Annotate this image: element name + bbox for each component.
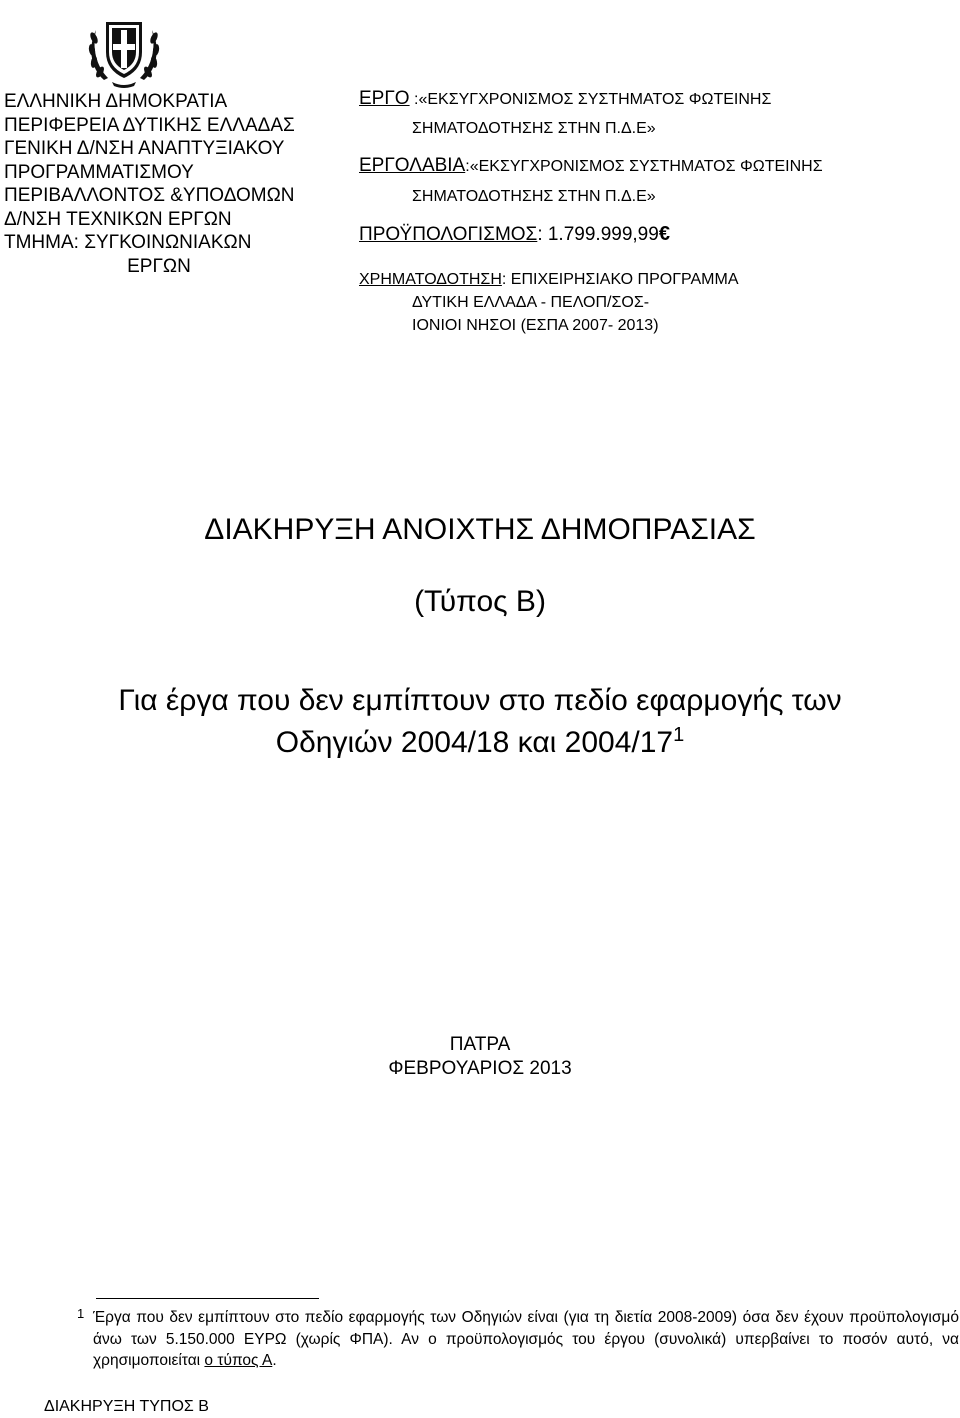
document-subtitle: Για έργα που δεν εμπίπτουν στο πεδίο εφαρμογής των xyxy=(118,684,842,717)
budget-label: ΠΡΟΫΠΟΛΟΓΙΣΜΟΣ xyxy=(359,224,538,245)
contract-line xyxy=(359,155,823,177)
work-label: ΕΡΓΟ xyxy=(359,88,410,109)
contract-value: :«ΕΚΣΥΓΧΡΟΝΙΣΜΟΣ ΣΥΣΤΗΜΑΤΟΣ ΦΩΤΕΙΝΗΣ xyxy=(465,158,823,175)
city: ΠΑΤΡΑ xyxy=(449,1034,511,1055)
document-type: (Τύπος Β) xyxy=(414,585,546,618)
footnote-text xyxy=(93,1307,959,1372)
authority-line: ΤΜΗΜΑ: ΣΥΓΚΟΙΝΩΝΙΑΚΩΝ xyxy=(4,232,252,253)
issuing-authority xyxy=(4,90,334,278)
authority-line: ΠΕΡΙΦΕΡΕΙΑ ΔΥΤΙΚΗΣ ΕΛΛΑΔΑΣ xyxy=(4,114,295,136)
budget-value: : 1.799.999,99 xyxy=(537,224,659,245)
document-title: ΔΙΑΚΗΡΥΞΗ ΑΝΟΙΧΤΗΣ ΔΗΜΟΠΡΑΣΙΑΣ xyxy=(204,513,756,546)
funding-value: : ΕΠΙΧΕΙΡΗΣΙΑΚΟ ΠΡΟΓΡΑΜΜΑ xyxy=(501,271,739,288)
authority-line: ΕΡΓΩΝ xyxy=(127,255,191,277)
issue-date: ΦΕΒΡΟΥΑΡΙΟΣ 2013 xyxy=(388,1058,572,1079)
budget-line xyxy=(359,223,670,246)
funding-line xyxy=(359,271,739,289)
footnote-reference: 1 xyxy=(673,724,685,746)
work-value-continued: ΣΗΜΑΤΟΔΟΤΗΣΗΣ ΣΤΗΝ Π.Δ.Ε» xyxy=(412,120,656,137)
work-value: :«ΕΚΣΥΓΧΡΟΝΙΣΜΟΣ ΣΥΣΤΗΜΑΤΟΣ ΦΩΤΕΙΝΗΣ xyxy=(409,91,772,108)
euro-sign: € xyxy=(658,223,670,245)
authority-line: ΓΕΝΙΚΗ Δ/ΝΣΗ ΑΝΑΠΤΥΞΙΑΚΟΥ xyxy=(4,138,285,159)
footnote-body: Έργα που δεν εμπίπτουν στο πεδίο εφαρμογής των Οδηγιών είναι (για τη διετία 2008-2009) όσα δεν έχουν προϋπολογισμό άνω των 5.150.000 ΕΥΡΩ (χωρίς ΦΠΑ). Αν ο προϋπολογισμός του έργου (συνολικά) υπερβαίνει το ποσόν αυτό, να χρησιμοποιείται xyxy=(93,1309,959,1369)
authority-line: ΠΕΡΙΒΑΛΛΟΝΤΟΣ &ΥΠΟΔΟΜΩΝ xyxy=(4,185,295,206)
footnote-separator xyxy=(96,1298,319,1299)
subtitle-text: Οδηγιών 2004/18 και 2004/17 xyxy=(275,726,674,759)
work-line xyxy=(359,88,771,110)
authority-line: ΠΡΟΓΡΑΜΜΑΤΙΣΜΟΥ xyxy=(4,161,194,183)
page-footer: ΔΙΑΚΗΡΥΞΗ ΤΥΠΟΣ Β xyxy=(44,1398,209,1415)
funding-value-continued: ΙΟΝΙΟΙ ΝΗΣΟΙ (ΕΣΠΑ 2007- 2013) xyxy=(412,317,659,334)
footnote-end: . xyxy=(272,1352,277,1369)
authority-line: Δ/ΝΣΗ ΤΕΧΝΙΚΩΝ ΕΡΓΩΝ xyxy=(4,208,232,230)
greek-state-emblem xyxy=(82,8,166,92)
contract-label: ΕΡΓΟΛΑΒΙΑ xyxy=(359,155,466,176)
contract-value-continued: ΣΗΜΑΤΟΔΟΤΗΣΗΣ ΣΤΗΝ Π.Δ.Ε» xyxy=(412,188,656,205)
footnote-mark: 1 xyxy=(77,1306,85,1321)
emblem-icon xyxy=(82,8,166,92)
funding-label: ΧΡΗΜΑΤΟΔΟΤΗΣΗ xyxy=(359,271,502,288)
funding-value-continued: ΔΥΤΙΚΗ ΕΛΛΑΔΑ - ΠΕΛΟΠ/ΣΟΣ- xyxy=(412,294,650,311)
footnote-type-a: ο τύπος Α xyxy=(204,1352,273,1369)
authority-line: ΕΛΛΗΝΙΚΗ ΔΗΜΟΚΡΑΤΙΑ xyxy=(4,91,228,112)
document-subtitle xyxy=(0,724,960,760)
